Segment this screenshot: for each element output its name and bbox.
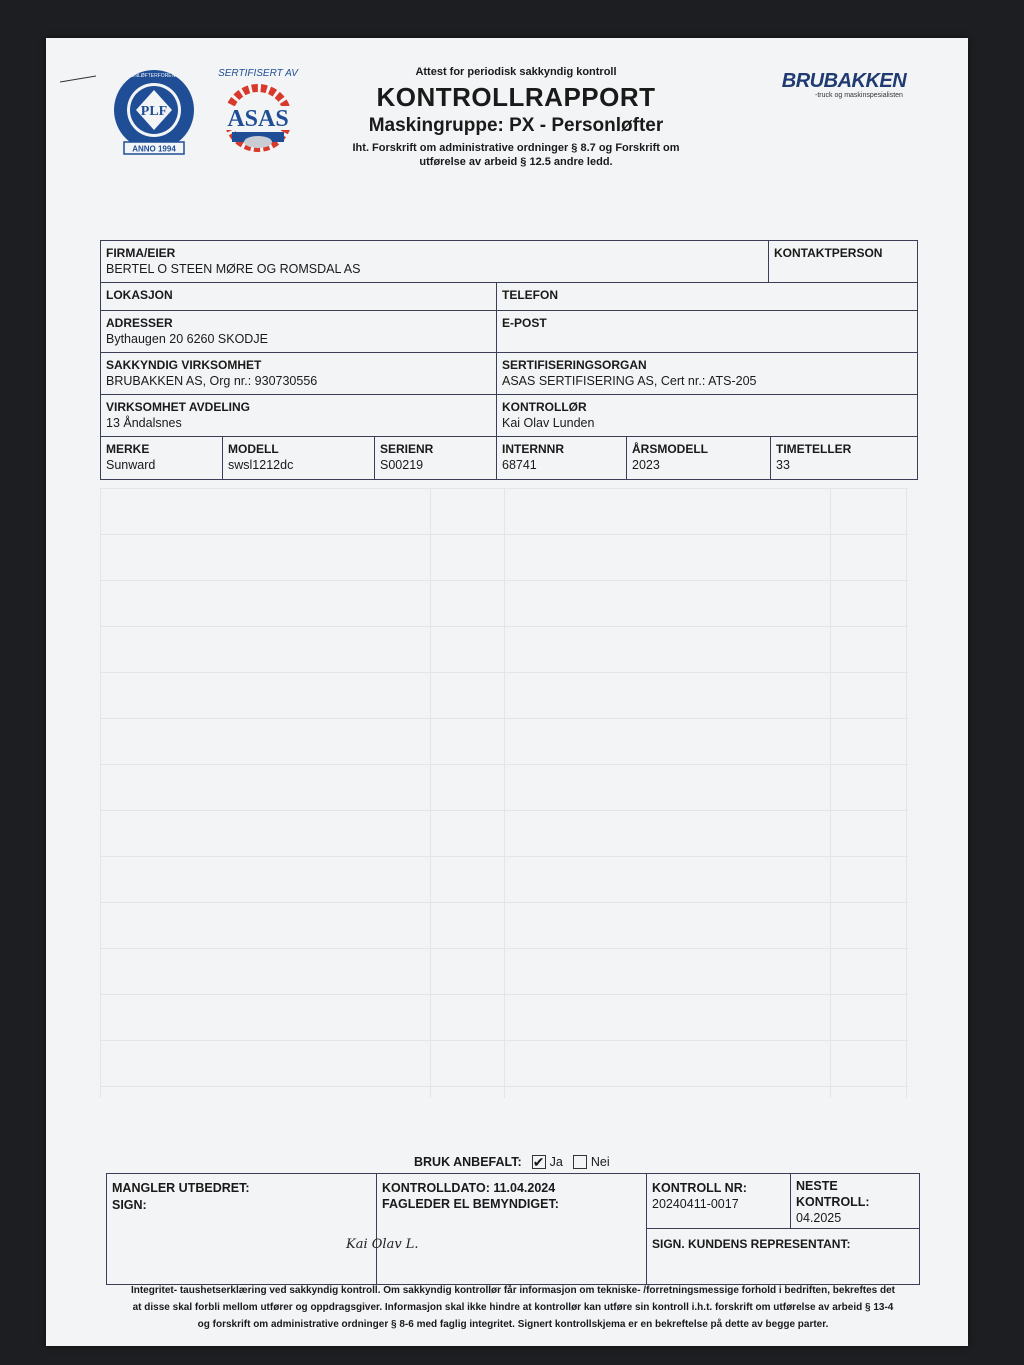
serienr-label: SERIENR bbox=[380, 442, 434, 456]
internnr-value: 68741 bbox=[502, 458, 537, 472]
lokasjon-cell bbox=[101, 283, 497, 310]
adresser-cell bbox=[101, 311, 497, 352]
sakkyndig-value: BRUBAKKEN AS, Org nr.: 930730556 bbox=[106, 374, 318, 388]
merke-value: Sunward bbox=[106, 458, 156, 472]
report-header bbox=[306, 66, 726, 169]
kontroll-nr-value: 20240411-0017 bbox=[652, 1197, 739, 1211]
ja-option[interactable] bbox=[532, 1155, 563, 1169]
avdeling-label: VIRKSOMHET AVDELING bbox=[106, 400, 251, 414]
merke-label: MERKE bbox=[106, 442, 150, 456]
arsmodell-cell bbox=[627, 437, 771, 479]
mangler-cell bbox=[107, 1174, 377, 1284]
adresser-label: ADRESSER bbox=[106, 316, 173, 330]
avdeling-value: 13 Åndalsnes bbox=[106, 416, 182, 430]
modell-value: swsl1212dc bbox=[228, 458, 294, 472]
signature-table bbox=[106, 1173, 920, 1285]
epost-cell bbox=[497, 311, 917, 352]
internnr-label: INTERNNR bbox=[502, 442, 564, 456]
brubakken-logo bbox=[774, 70, 914, 99]
kontrollor-value: Kai Olav Lunden bbox=[502, 416, 595, 430]
kontaktperson-cell bbox=[769, 241, 917, 282]
sign-label: SIGN: bbox=[112, 1198, 147, 1212]
regulation-text bbox=[306, 141, 726, 169]
report-title: KONTROLLRAPPORT bbox=[376, 82, 656, 112]
report-page bbox=[46, 38, 968, 1346]
kontrolldato-cell bbox=[377, 1174, 647, 1284]
timeteller-cell bbox=[771, 437, 917, 479]
kontrolldato-text: KONTROLLDATO: 11.04.2024 bbox=[382, 1181, 556, 1195]
kontrollor-cell bbox=[497, 395, 917, 436]
merke-cell bbox=[101, 437, 223, 479]
bruk-anbefalt-label: BRUK ANBEFALT: bbox=[414, 1155, 522, 1169]
fagleder-label: FAGLEDER EL BEMYNDIGET: bbox=[382, 1197, 559, 1211]
modell-cell bbox=[223, 437, 375, 479]
nei-checkbox-icon[interactable] bbox=[573, 1155, 587, 1169]
kontroll-nr-cell bbox=[647, 1174, 791, 1229]
kunde-sign-cell bbox=[647, 1229, 919, 1284]
kontrollor-label: KONTROLLØR bbox=[502, 400, 587, 414]
footer-line-2: at disse skal forbli mellom utfører og oppdragsgiver. Informasjon skal ikke hindre at kontrollør kan utføre sin kontroll i.h.t. forskrift om utførelse av arbeid § 13-4 bbox=[132, 1302, 894, 1313]
timeteller-value: 33 bbox=[776, 458, 790, 472]
serienr-cell bbox=[375, 437, 497, 479]
arsmodell-value: 2023 bbox=[632, 458, 660, 472]
neste-kontroll-cell bbox=[791, 1174, 919, 1229]
firma-cell bbox=[101, 241, 769, 282]
asas-name-text: ASAS bbox=[227, 106, 289, 132]
firma-label: FIRMA/EIER bbox=[106, 246, 176, 260]
telefon-label: TELEFON bbox=[502, 288, 558, 302]
nei-option[interactable] bbox=[573, 1155, 610, 1169]
footer-line-3: og forskrift om administrative ordninger § 8-6 med faglig integritet. Signert kontrollskjema er en bekreftelse på dette av begge parter. bbox=[197, 1319, 829, 1330]
neste-kontroll-value: 04.2025 bbox=[796, 1211, 842, 1225]
svg-text:PLF: PLF bbox=[140, 104, 168, 119]
sertifiseringsorgan-label: SERTIFISERINGSORGAN bbox=[502, 358, 647, 372]
faint-background-grid bbox=[100, 488, 908, 1098]
arsmodell-label: ÅRSMODELL bbox=[632, 442, 708, 456]
owner-info-table bbox=[100, 240, 918, 480]
firma-value: BERTEL O STEEN MØRE OG ROMSDAL AS bbox=[106, 262, 361, 276]
kunde-sign-label: SIGN. KUNDENS REPRESENTANT: bbox=[652, 1237, 851, 1251]
regulation-line-2: utførelse av arbeid § 12.5 andre ledd. bbox=[419, 156, 613, 168]
neste-kontroll-label: NESTE KONTROLL: bbox=[796, 1179, 870, 1209]
footer-line-1: Integritet- taushetserklæring ved sakkyndig kontroll. Om sakkyndig kontrollør får informasjon om tekniske- /forretningsmessige forhold i bedriften, bekreftes det bbox=[130, 1285, 896, 1296]
asas-logo-icon bbox=[210, 64, 306, 158]
nei-label: Nei bbox=[590, 1155, 610, 1169]
sakkyndig-cell bbox=[101, 353, 497, 394]
plf-logo-icon bbox=[108, 66, 200, 158]
brand-tagline: -truck og maskinspesialisten bbox=[815, 92, 903, 99]
kontaktperson-label: KONTAKTPERSON bbox=[774, 246, 883, 260]
modell-label: MODELL bbox=[228, 442, 279, 456]
attest-text: Attest for periodisk sakkyndig kontroll bbox=[415, 66, 617, 78]
kontroll-nr-label: KONTROLL NR: bbox=[652, 1181, 747, 1195]
handwritten-signature bbox=[342, 1230, 432, 1256]
epost-label: E-POST bbox=[502, 316, 547, 330]
sakkyndig-label: SAKKYNDIG VIRKSOMHET bbox=[106, 358, 262, 372]
internnr-cell bbox=[497, 437, 627, 479]
ja-checkbox-checked-icon[interactable]: ✔ bbox=[532, 1154, 545, 1170]
regulation-line-1: Iht. Forskrift om administrative ordninger § 8.7 og Forskrift om bbox=[352, 142, 680, 154]
plf-year-text: ANNO 1994 bbox=[132, 144, 176, 154]
ja-label: Ja bbox=[549, 1155, 563, 1169]
plf-ring-text: PERSONLØFTERFORENINGEN bbox=[116, 73, 192, 79]
timeteller-label: TIMETELLER bbox=[776, 442, 852, 456]
telefon-cell bbox=[497, 283, 917, 310]
pen-stroke-mark bbox=[58, 74, 98, 84]
asas-top-text: SERTIFISERT AV bbox=[218, 68, 298, 79]
machine-group-subtitle: Maskingruppe: PX - Personløfter bbox=[368, 115, 664, 136]
lokasjon-label: LOKASJON bbox=[106, 288, 173, 302]
signature-text: Kai Olav L. bbox=[346, 1237, 419, 1252]
integrity-statement bbox=[106, 1282, 920, 1333]
bruk-anbefalt bbox=[414, 1155, 610, 1169]
sertifiseringsorgan-cell bbox=[497, 353, 917, 394]
brand-name: BRUBAKKEN bbox=[781, 70, 907, 92]
serienr-value: S00219 bbox=[380, 458, 424, 472]
avdeling-cell bbox=[101, 395, 497, 436]
sertifiseringsorgan-value: ASAS SERTIFISERING AS, Cert nr.: ATS-205 bbox=[502, 374, 757, 388]
mangler-label: MANGLER UTBEDRET: bbox=[112, 1181, 250, 1195]
adresser-value: Bythaugen 20 6260 SKODJE bbox=[106, 332, 268, 346]
